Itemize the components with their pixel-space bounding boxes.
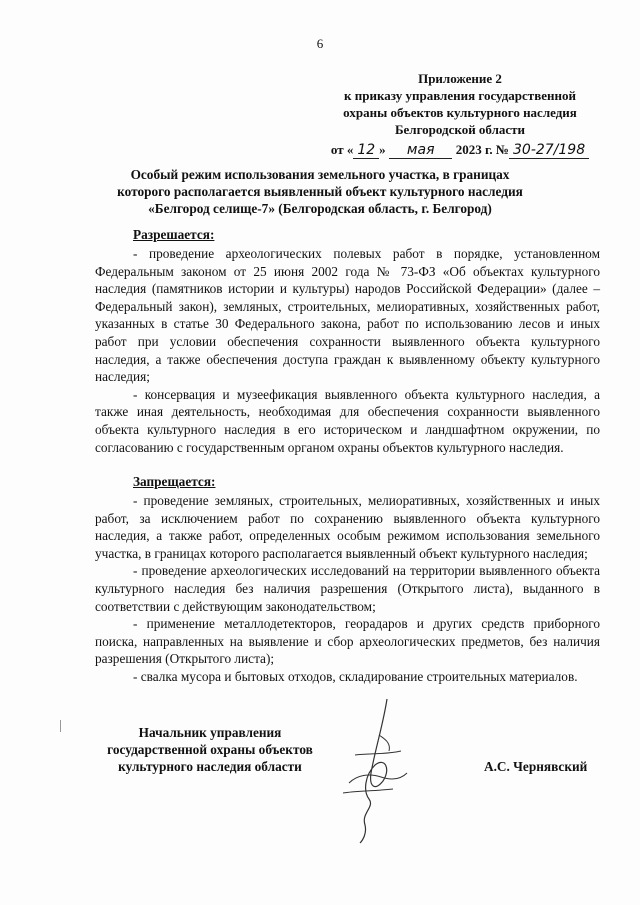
- appendix-order-ref: к приказу управления государственной: [344, 88, 576, 103]
- signatory-title-line-1: Начальник управления: [138, 725, 282, 740]
- prohibited-heading: Запрещается:: [133, 474, 216, 489]
- appendix-date-line: [300, 141, 620, 159]
- allowed-heading: Разрешается:: [133, 227, 215, 242]
- page-number: 6: [316, 36, 324, 51]
- appendix-org: охраны объектов культурного наследия: [343, 105, 577, 120]
- margin-mark: [60, 720, 61, 732]
- signatory-name: А.С. Чернявский: [484, 759, 588, 774]
- signatory-title: [100, 724, 320, 775]
- prohibited-section: [95, 474, 600, 686]
- allowed-section: [95, 227, 600, 456]
- date-month: мая: [389, 142, 453, 159]
- date-prefix: от «: [330, 142, 354, 157]
- appendix-title: Приложение 2: [418, 71, 502, 86]
- document-title: [100, 166, 540, 217]
- signatory-title-line-2: государственной охраны объектов: [107, 742, 313, 757]
- prohibited-item: - проведение земляных, строительных, мелиоративных, хозяйственных и иных работ, за исключением работ по сохранению выявленного объекта культурного наследия, а также работ, определенных особым режимом использования земельного участка, в границах которого располагается выявленный объект культурного наследия;: [95, 493, 600, 561]
- prohibited-item: - проведение археологических исследований на территории выявленного объекта культурного наследия без наличия разрешения (Открытого листа), выданного в соответствии с действующим законодательством;: [95, 563, 600, 614]
- date-mid: »: [379, 142, 386, 157]
- allowed-item: - консервация и музеефикация выявленного объекта культурного наследия, а также иная деятельность, необходимая для обеспечения сохранности выявленного объекта культурного наследия в его историческом и ландшафтном окружении, по согласованию с государственным органом охраны объектов культурного наследия.: [95, 386, 600, 455]
- title-line-1: Особый режим использования земельного участка, в границах: [130, 167, 510, 182]
- prohibited-item: - свалка мусора и бытовых отходов, складирование строительных материалов.: [133, 668, 578, 684]
- title-line-3: «Белгород селище-7» (Белгородская область, г. Белгород): [148, 201, 492, 216]
- date-year: 2023 г. №: [455, 142, 509, 157]
- date-day: 12: [353, 142, 379, 159]
- allowed-item: - проведение археологических полевых работ в порядке, установленном Федеральным законом от 25 июня 2002 года № 73-ФЗ «Об объектах культурного наследия (памятников истории и культуры) народов Российской Федерации» (далее – Федеральный закон), земляных, строительных, мелиоративных, хозяйственных работ, указанных в статье 30 Федерального закона, работ по использованию лесов и иных работ при условии обеспечения сохранности выявленного объекта культурного наследия, а также обеспечения доступа граждан к выявленному объекту культурного наследия;: [95, 246, 600, 385]
- title-line-2: которого располагается выявленный объект культурного наследия: [117, 184, 523, 199]
- order-number: 30-27/198: [509, 142, 589, 159]
- handwritten-signature: [335, 695, 425, 845]
- prohibited-item: - применение металлодетекторов, георадаров и других средств приборного поиска, направленных на выявление и сбор археологических предметов, без наличия разрешения (Открытого листа);: [95, 616, 600, 667]
- signatory-title-line-3: культурного наследия области: [118, 759, 302, 774]
- appendix-header: [300, 70, 620, 159]
- appendix-region: Белгородской области: [394, 122, 526, 137]
